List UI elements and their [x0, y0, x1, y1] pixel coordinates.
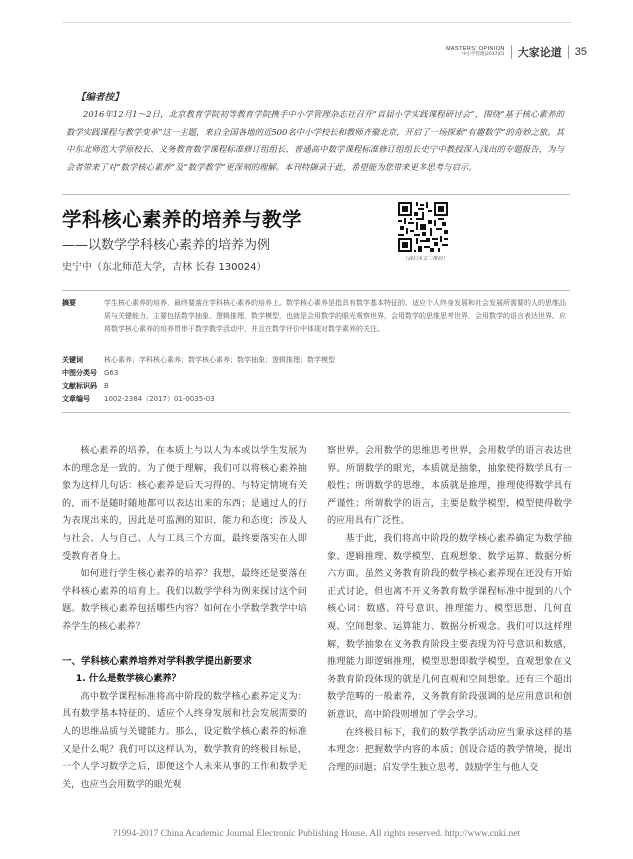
clc-value: G63 — [104, 369, 119, 377]
subsection-heading: 1. 什么是数学核心素养？ — [75, 673, 181, 685]
clc-label: 中图分类号 — [62, 369, 97, 377]
qr-code-icon — [398, 202, 448, 252]
article-author: 史宁中（东北师范大学，吉林 长春 130024） — [62, 262, 267, 273]
body-paragraph: 察世界，会用数学的思维思考世界，会用数学的语言表达世界。所谓数学的眼光，本质就是抽象，抽象使得数学具有一般性；所谓数学的思维，本质就是推理，推理使得数学具有严谨性；所谓数学的语言，主要是数学模型，模型使得数学的应用具有广泛性。 — [327, 445, 572, 527]
editor-note-title: 【编者按】 — [76, 92, 124, 103]
editor-note-rule — [62, 194, 570, 195]
body-column-right — [327, 442, 572, 776]
body-paragraph: 如何进行学生核心素养的培养？我想，最终还是要落在学科核心素养的培育上。我们以数学学科为例来探讨这个问题。数学核心素养包括哪些内容？如何在小学数学教学中培养学生的核心素养？ — [62, 568, 307, 632]
article-no-value: 1002-2384（2017）01-0035-03 — [104, 395, 215, 403]
article-no-label: 文章编号 — [62, 395, 90, 403]
section-heading: 一、学科核心素养培养对学科教学提出新要求 — [62, 655, 253, 667]
article-title: 学科核心素养的培养与教学 — [62, 208, 303, 231]
column-name: 大家论道 — [517, 46, 562, 59]
qr-caption: （请扫本文二维码） — [402, 256, 448, 262]
article-subtitle: ——以数学学科核心素养的培养为例 — [62, 238, 271, 253]
keywords-text: 核心素养；学科核心素养；数学核心素养；数学抽象；逻辑推理；数学模型 — [104, 356, 335, 364]
body-column-left — [62, 442, 307, 793]
meta-rule-bottom — [62, 412, 570, 413]
keywords-label: 关键词 — [62, 356, 83, 364]
doc-code-label: 文献标识码 — [62, 382, 97, 390]
header-separator — [568, 45, 569, 59]
header-en-line2: 中小学管理|2017|01 — [462, 52, 505, 57]
copyright-footer: ?1994-2017 China Academic Journal Electronic Publishing House. All rights reserved. http://www.cnki.net — [112, 829, 521, 839]
body-paragraph: 在终极目标下，我们的数学教学活动应当秉承这样的基本理念：把握数学内容的本质；创设合适的教学情境，提出合理的问题；启发学生独立思考，鼓励学生与他人交 — [327, 726, 572, 773]
meta-rule-top — [62, 290, 570, 291]
body-paragraph: 核心素养的培养，在本质上与以人为本或以学生发展为本的理念是一致的。为了便于理解，我们可以将核心素养抽象为这样几句话：核心素养是后天习得的、与特定情境有关的，而不是随时随地都可以表达出来的东西；是通过人的行为表现出来的，因此是可监测的知识、能力和态度；涉及人与社会、人与自己、人与工具三个方面，最终要落实在人即受教育者身上。 — [62, 445, 307, 562]
page-number: 35 — [574, 46, 587, 58]
header-en-line1: MASTERS' OPINION — [445, 45, 505, 52]
body-paragraph: 基于此，我们将高中阶段的数学核心素养确定为数学抽象、逻辑推理、数学模型、直观想象、数学运算、数据分析六方面。虽然义务教育阶段的数学核心素养现在还没有开始正式讨论，但也离不开义务教育数学课程标准中提到的八个核心词：数感、符号意识、推理能力、模型思想、几何直观、空间想象、运算能力、数据分析观念。我们可以这样理解，数学抽象在义务教育阶段主要表现为符号意识和数感，推理能力即逻辑推理，模型思想即数学模型，直观想象在义务教育阶段体现的就是几何直观和空间想象。还有三个超出数学范畴的一般素养，义务教育阶段强调的是应用意识和创新意识，高中阶段则增加了学会学习。 — [327, 532, 572, 720]
body-paragraph: 高中数学课程标准将高中阶段的数学核心素养定义为：具有数学基本特征的、适应个人终身发展和社会发展需要的人的思维品质与关键能力。那么，设定数学核心素养的标准又是什么呢？我们可以这样认为，数学教育的终极目标是，一个人学习数学之后，即便这个人未来从事的工作和数学无关，也应当会用数学的眼光观 — [62, 690, 307, 790]
header-separator — [511, 45, 512, 59]
abstract-text: 学生核心素养的培养，最终要落在学科核心素养的培养上。数学核心素养是指具有数学基本特征的、适应个人终身发展和社会发展所需要的人的思维品质与关键能力，主要包括数学抽象、逻辑推理、数学模型，也就是会用数学的眼光观察世界，会用数学的思维思考世界，会用数学的语言表达世界。应将数学核心素养的培养贯串于数学教学活动中，并且在数学评价中体现对数学素养的关注。 — [104, 299, 566, 333]
doc-code-value: B — [104, 382, 109, 390]
header-rule — [62, 22, 572, 23]
running-header — [446, 44, 587, 60]
header-english — [446, 47, 505, 58]
abstract-label: 摘要 — [62, 299, 76, 307]
editor-note-body: 2016年12月1～2日，北京教育学院初等教育学院携手中小学管理杂志社召开“首届小学实践课程研讨会”，围绕“基于核心素养的数学实践课程与教学变革”这一主题，来自全国各地的近500名中小学校长和教师齐聚北京，开启了一场探索“有趣数学”的奇妙之旅。其中东北师范大学原校长、义务教育数学课程标准修订组组长、普通高中数学课程标准修订组组长史宁中教授深入浅出的专题报告，为与会者带来了对“数学核心素养”及“数学教学”更深刻的理解。本刊特撷录于此，希望能为您带来更多思考与启示。 — [66, 109, 564, 172]
